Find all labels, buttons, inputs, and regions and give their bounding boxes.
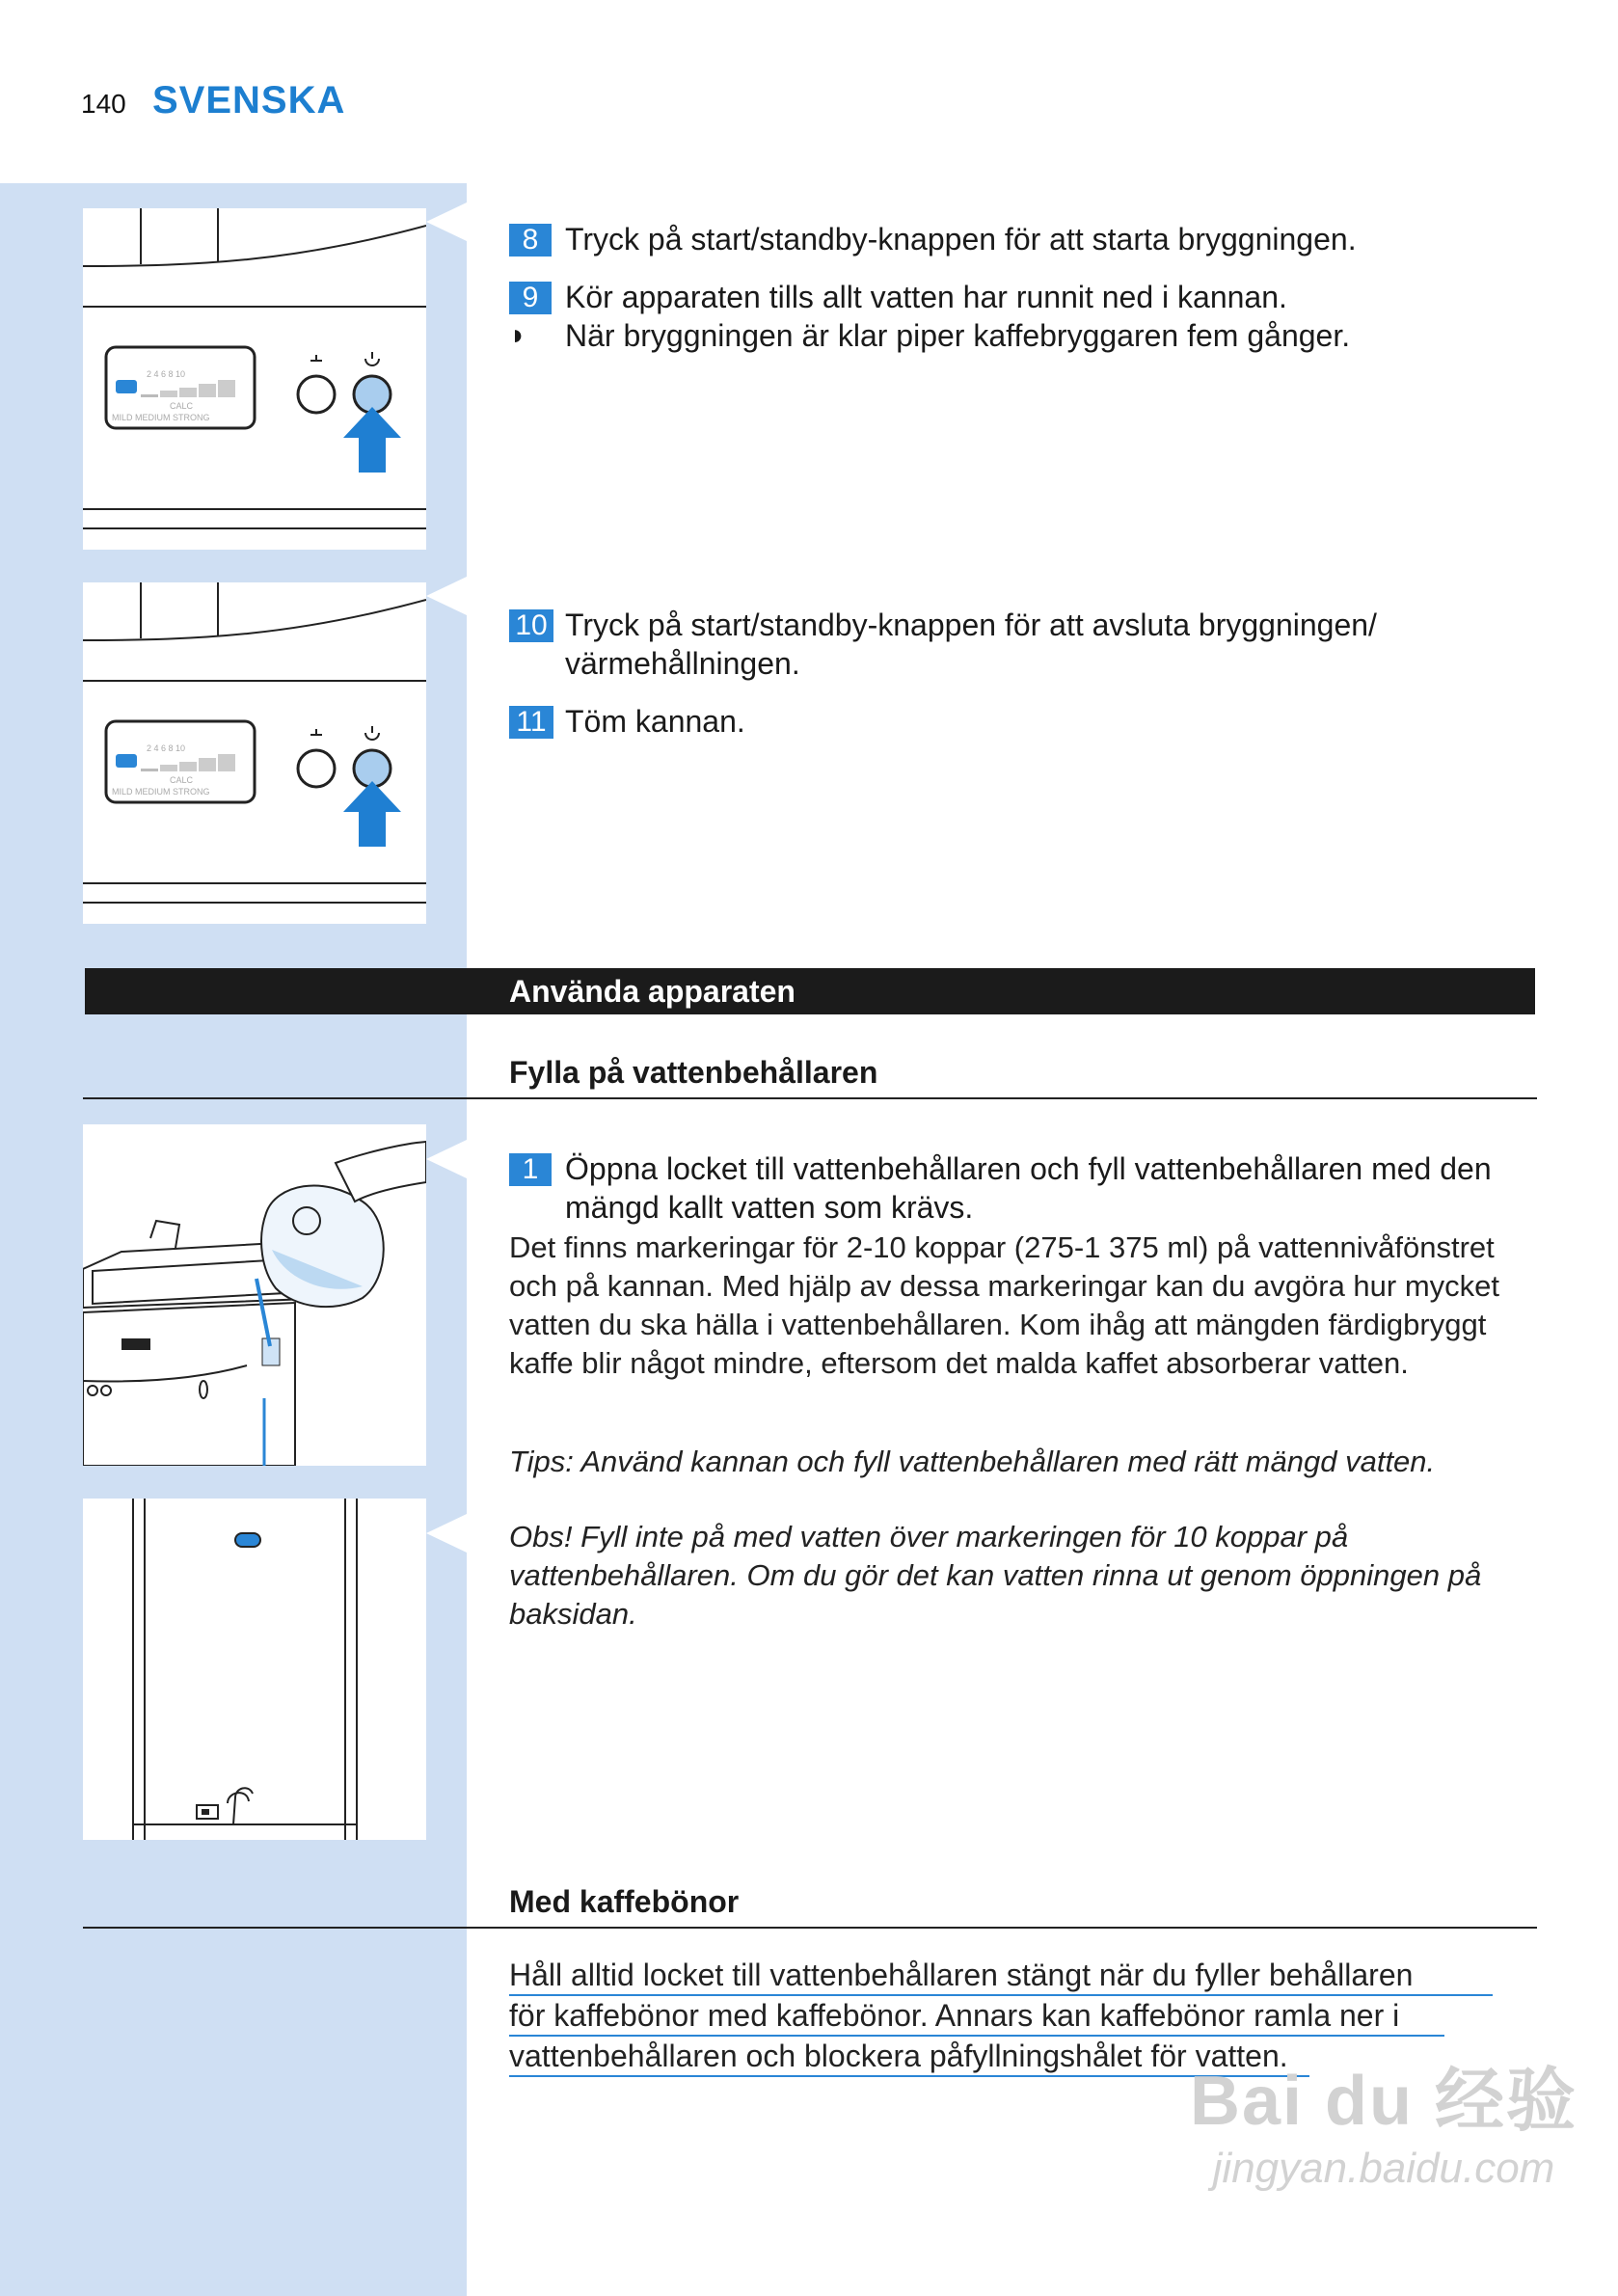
step-9-result: När bryggningen är klar piper kaffebryggaren fem gånger. <box>565 318 1351 353</box>
beans-note-line-3: vattenbehållaren och blockera påfyllningshålet för vatten. <box>509 2037 1309 2077</box>
panel-calc: CALC <box>170 775 194 785</box>
illustration-pointer-3 <box>426 1140 467 1178</box>
step-10 <box>509 606 1541 683</box>
filling-water-illustration <box>83 1124 426 1466</box>
step-text-11: Töm kannan. <box>565 704 745 739</box>
step-text-9: Kör apparaten tills allt vatten har runnit ned i kannan. <box>565 280 1287 314</box>
step-number-9: 9 <box>509 282 552 314</box>
page-number: 140 <box>81 89 126 119</box>
watermark-title: Bai du 经验 <box>1189 2063 1578 2140</box>
fill-tip-text: Tips: Använd kannan och fyll vattenbehållaren med rätt mängd vatten. <box>509 1445 1436 1478</box>
watermark <box>1190 2044 1578 2193</box>
beans-note-line-1: Håll alltid locket till vattenbehållaren stängt när du fyller behållaren <box>509 1956 1493 1996</box>
panel-scale: 2 4 6 8 10 <box>147 743 186 753</box>
panel-calc: CALC <box>170 401 194 411</box>
illustration-pointer-4 <box>426 1514 467 1553</box>
watermark-url: jingyan.baidu.com <box>1212 2145 1555 2192</box>
subsection-rule-fill <box>83 1097 1537 1099</box>
step-number-10: 10 <box>509 609 553 642</box>
fill-body-text: Det finns markeringar för 2-10 koppar (275-1 375 ml) på vattennivåfönstret och på kannan. Med hjälp av dessa markeringar kan du avgöra hur mycket vatten du ska hälla i vattenbehållaren. Kom ihåg att mängden färdigbryggt kaffe blir något mindre, eftersom det malda kaffet absorberar vatten. <box>509 1230 1500 1380</box>
step-number-1: 1 <box>509 1153 552 1186</box>
beans-note-line-2: för kaffebönor med kaffebönor. Annars kan kaffebönor ramla ner i <box>509 1996 1444 2037</box>
control-panel-illustration-2 <box>83 582 426 924</box>
language-title: SVENSKA <box>152 79 346 122</box>
section-bar <box>85 968 1535 1014</box>
step-text-1: Öppna locket till vattenbehållaren och fyll vattenbehållaren med den mängd kallt vatten som krävs. <box>565 1151 1492 1225</box>
subsection-title-fill: Fylla på vattenbehållaren <box>509 1055 878 1090</box>
step-8 <box>509 220 1541 258</box>
panel-scale: 2 4 6 8 10 <box>147 369 186 379</box>
step-number-8: 8 <box>509 224 552 257</box>
control-panel-illustration-1 <box>83 208 426 550</box>
step-number-11: 11 <box>509 706 553 739</box>
subsection-rule-beans <box>83 1927 1537 1929</box>
panel-strength: MILD MEDIUM STRONG <box>112 787 210 797</box>
illustration-pointer-2 <box>426 577 467 615</box>
section-title: Använda apparaten <box>509 974 796 1009</box>
fill-obs-text: Obs! Fyll inte på med vatten över markeringen för 10 koppar på vattenbehållaren. Om du gör det kan vatten rinna ut genom öppningen på baksidan. <box>509 1520 1482 1631</box>
step-text-8: Tryck på start/standby-knappen för att starta bryggningen. <box>565 222 1357 257</box>
appliance-back-illustration <box>83 1499 426 1840</box>
result-bullet-icon: ◗ <box>509 319 527 351</box>
illustration-pointer-1 <box>426 203 467 241</box>
step-9 <box>509 278 1541 316</box>
subsection-title-beans: Med kaffebönor <box>509 1884 740 1919</box>
step-1 <box>509 1149 1541 1227</box>
step-11 <box>509 702 1541 741</box>
step-text-10: Tryck på start/standby-knappen för att avsluta bryggningen/ värmehållningen. <box>565 608 1377 681</box>
panel-strength: MILD MEDIUM STRONG <box>112 413 210 422</box>
